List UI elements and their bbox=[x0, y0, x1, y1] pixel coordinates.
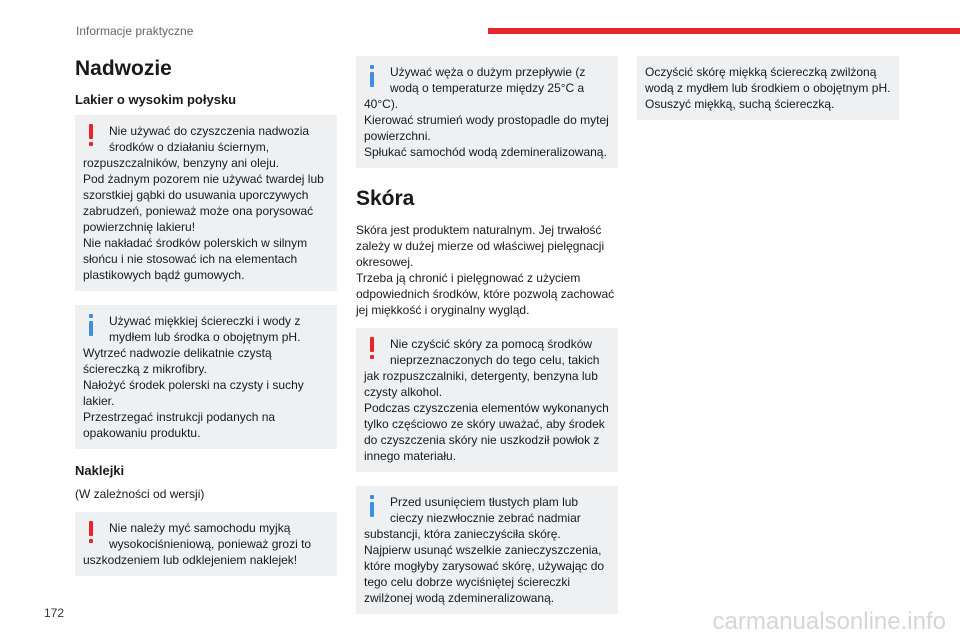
warning-text: uszkodzeniem lub odklejeniem naklejek! bbox=[83, 553, 298, 567]
warning-box bbox=[356, 328, 618, 472]
warning-text: rozpuszczalników, benzyny ani oleju. Pod żadnym pozorem nie używać twardej lub szorstkiej gąbki do usuwania uporczywych zabrudzeń, ponieważ może ona porysować powierzchnię lakieru! Nie nakładać środków polerskich w silnym słońcu i nie stosować ich na elementach plastikowych bądź gumowych. bbox=[83, 156, 324, 282]
leather-intro: Skóra jest produktem naturalnym. Jej trwałość zależy w dużej mierze od właściwej pielęgnacji okresowej. Trzeba ją chronić i pielęgnować z użyciem odpowiednich środków, które pozwolą zachować jej miękkość i oryginalny wygląd. bbox=[356, 223, 615, 317]
warning-exclamation-icon bbox=[368, 337, 376, 359]
info-i-icon bbox=[368, 495, 376, 517]
header-section-title: Informacje praktyczne bbox=[76, 24, 194, 38]
watermark: carmanualsonline.info bbox=[712, 608, 946, 635]
column-1 bbox=[75, 56, 337, 590]
info-text: substancji, która zanieczyściła skórę. Najpierw usunąć wszelkie zanieczyszczenia, które mogłyby zarysować skórę, używając do tego celu dobrze wyciśniętej ściereczki zwilżonej wodą zdemineralizowaną. bbox=[364, 527, 605, 605]
info-text-first: Używać węża o dużym przepływie (z wodą o temperaturze między 25°C a bbox=[390, 65, 586, 95]
info-text: Wytrzeć nadwozie delikatnie czystą ściereczką z mikrofibry. Nałożyć środek polerski na czysty i suchy lakier. Przestrzegać instrukcji podanych na opakowaniu produktu. bbox=[83, 346, 304, 440]
warning-exclamation-icon bbox=[87, 124, 95, 146]
info-text-first: Przed usunięciem tłustych plam lub cieczy niezwłocznie zebrać nadmiar bbox=[390, 495, 581, 525]
warning-text-first: Nie czyścić skóry za pomocą środków nieprzeznaczonych do tego celu, takich bbox=[390, 337, 600, 367]
column-2 bbox=[356, 56, 618, 628]
info-i-icon bbox=[368, 65, 376, 87]
subsection-title-lakier: Lakier o wysokim połysku bbox=[75, 92, 237, 107]
warning-box bbox=[75, 512, 337, 576]
stickers-note: (W zależności od wersji) bbox=[75, 487, 205, 501]
column-3 bbox=[637, 56, 899, 134]
warning-exclamation-icon bbox=[87, 521, 95, 543]
section-title-skora: Skóra bbox=[356, 187, 415, 210]
page-number: 172 bbox=[44, 606, 65, 620]
section-title-nadwozie: Nadwozie bbox=[75, 57, 172, 80]
info-box bbox=[356, 486, 618, 614]
info-box bbox=[75, 305, 337, 449]
header-accent-bar bbox=[488, 28, 960, 34]
note-box bbox=[637, 56, 899, 120]
warning-text: jak rozpuszczalniki, detergenty, benzyna lub czysty alkohol. Podczas czyszczenia elementów wykonanych tylko częściowo ze skóry uważać, aby środek do czyszczenia skóry nie uszkodził powłok z innego materiału. bbox=[364, 369, 609, 463]
warning-text-first: Nie używać do czyszczenia nadwozia środków o działaniu ściernym, bbox=[109, 124, 310, 154]
info-box bbox=[356, 56, 618, 168]
note-text: Oczyścić skórę miękką ściereczką zwilżoną wodą z mydłem lub środkiem o obojętnym pH. Osuszyć miękką, suchą ściereczką. bbox=[645, 65, 891, 111]
info-i-icon bbox=[87, 314, 95, 336]
info-text: 40°C). Kierować strumień wody prostopadle do mytej powierzchni. Spłukać samochód wodą zdemineralizowaną. bbox=[364, 97, 609, 159]
subsection-title-naklejki: Naklejki bbox=[75, 463, 125, 478]
info-text-first: Używać miękkiej ściereczki i wody z mydłem lub środka o obojętnym pH. bbox=[109, 314, 301, 344]
warning-text-first: Nie należy myć samochodu myjką wysokociśnieniową, ponieważ grozi to bbox=[109, 521, 312, 551]
warning-box bbox=[75, 115, 337, 291]
